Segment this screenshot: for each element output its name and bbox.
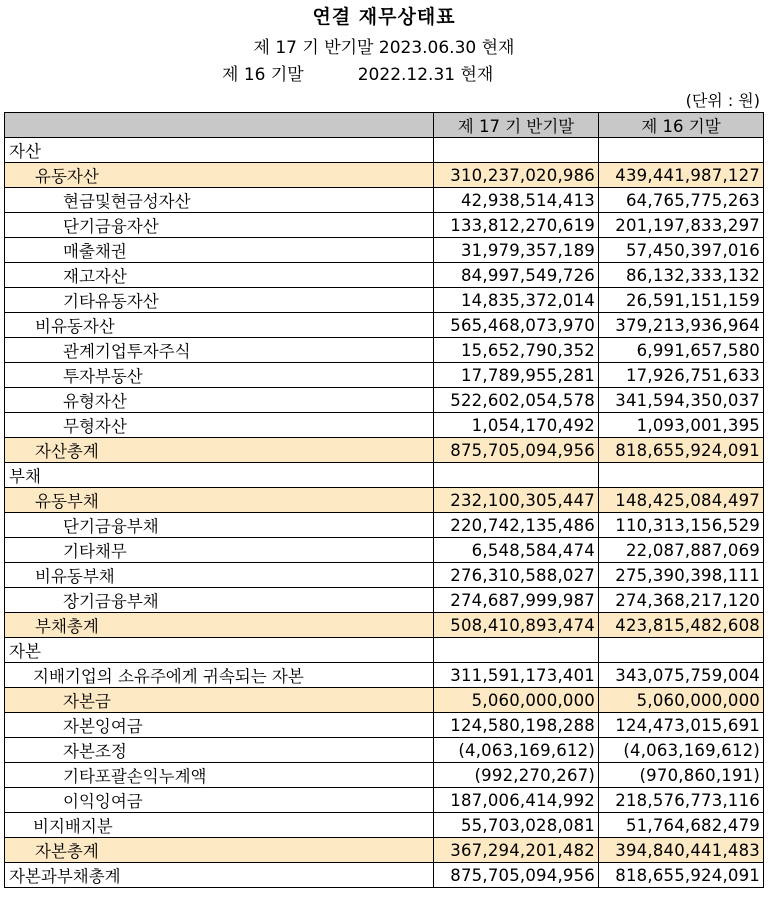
current-value: 565,468,073,970 (434, 313, 599, 338)
unit-label: (단위 : 원) (685, 91, 760, 110)
row-label: 현금및현금성자산 (5, 188, 434, 213)
prior-value: 379,213,936,964 (599, 313, 764, 338)
current-value: 875,705,094,956 (434, 863, 599, 888)
current-value: 1,054,170,492 (434, 413, 599, 438)
table-row (5, 613, 764, 638)
table-row (5, 138, 764, 163)
prior-value: 201,197,833,297 (599, 213, 764, 238)
prior-value: (970,860,191) (599, 763, 764, 788)
prior-value: (4,063,169,612) (599, 738, 764, 763)
table-row (5, 688, 764, 713)
current-value: 220,742,135,486 (434, 513, 599, 538)
table-row (5, 388, 764, 413)
current-value: 875,705,094,956 (434, 438, 599, 463)
row-label: 투자부동산 (5, 363, 434, 388)
current-value: 522,602,054,578 (434, 388, 599, 413)
current-value (434, 638, 599, 663)
current-value: 311,591,173,401 (434, 663, 599, 688)
table-row (5, 238, 764, 263)
current-value: 31,979,357,189 (434, 238, 599, 263)
row-label: 비유동자산 (5, 313, 434, 338)
row-label: 지배기업의 소유주에게 귀속되는 자본 (5, 663, 434, 688)
current-value: 6,548,584,474 (434, 538, 599, 563)
row-label: 비지배지분 (5, 813, 434, 838)
current-period-line: 제 17 기 반기말 2023.06.30 현재 (253, 38, 515, 58)
current-value: 508,410,893,474 (434, 613, 599, 638)
table-row (5, 438, 764, 463)
current-value (434, 463, 599, 488)
prior-value: 439,441,987,127 (599, 163, 764, 188)
table-row (5, 313, 764, 338)
current-value: 5,060,000,000 (434, 688, 599, 713)
prior-value: 17,926,751,633 (599, 363, 764, 388)
prior-value: 423,815,482,608 (599, 613, 764, 638)
prior-value: 22,087,887,069 (599, 538, 764, 563)
row-label: 기타포괄손익누계액 (5, 763, 434, 788)
table-header-row (5, 113, 764, 138)
row-label: 관계기업투자주식 (5, 338, 434, 363)
current-value: 124,580,198,288 (434, 713, 599, 738)
current-value: 187,006,414,992 (434, 788, 599, 813)
table-row (5, 363, 764, 388)
current-value: 84,997,549,726 (434, 263, 599, 288)
row-label: 부채총계 (5, 613, 434, 638)
current-value: (4,063,169,612) (434, 738, 599, 763)
prior-value (599, 138, 764, 163)
prior-value: 343,075,759,004 (599, 663, 764, 688)
table-row (5, 463, 764, 488)
row-label: 재고자산 (5, 263, 434, 288)
row-label: 자본조정 (5, 738, 434, 763)
table-row (5, 288, 764, 313)
table-row (5, 788, 764, 813)
row-label: 무형자산 (5, 413, 434, 438)
table-row (5, 538, 764, 563)
table-row (5, 763, 764, 788)
prior-value: 64,765,775,263 (599, 188, 764, 213)
current-value: 274,687,999,987 (434, 588, 599, 613)
table-row (5, 738, 764, 763)
table-row (5, 163, 764, 188)
prior-value: 86,132,333,132 (599, 263, 764, 288)
table-row (5, 188, 764, 213)
table-row (5, 213, 764, 238)
row-label: 자산총계 (5, 438, 434, 463)
row-label: 유동부채 (5, 488, 434, 513)
table-row (5, 638, 764, 663)
row-label: 유동자산 (5, 163, 434, 188)
prior-value: 818,655,924,091 (599, 438, 764, 463)
table-row (5, 413, 764, 438)
row-label: 자본 (5, 638, 434, 663)
prior-value: 110,313,156,529 (599, 513, 764, 538)
table-row (5, 488, 764, 513)
prior-value: 26,591,151,159 (599, 288, 764, 313)
table-row (5, 338, 764, 363)
row-label: 자본잉여금 (5, 713, 434, 738)
row-label: 비유동부채 (5, 563, 434, 588)
prior-value: 6,991,657,580 (599, 338, 764, 363)
current-value: 55,703,028,081 (434, 813, 599, 838)
row-label: 부채 (5, 463, 434, 488)
row-label: 장기금융부채 (5, 588, 434, 613)
table-row (5, 513, 764, 538)
row-label: 자본과부채총계 (5, 863, 434, 888)
current-value: (992,270,267) (434, 763, 599, 788)
balance-sheet-table (4, 112, 764, 888)
row-label: 기타채무 (5, 538, 434, 563)
current-value: 133,812,270,619 (434, 213, 599, 238)
prior-value: 57,450,397,016 (599, 238, 764, 263)
prior-value: 218,576,773,116 (599, 788, 764, 813)
row-label: 자본총계 (5, 838, 434, 863)
row-label: 단기금융자산 (5, 213, 434, 238)
row-label: 단기금융부채 (5, 513, 434, 538)
header-current-period: 제 17 기 반기말 (434, 113, 599, 138)
table-row (5, 263, 764, 288)
prior-value: 124,473,015,691 (599, 713, 764, 738)
prior-value: 1,093,001,395 (599, 413, 764, 438)
table-row (5, 663, 764, 688)
table-row (5, 838, 764, 863)
prior-value: 341,594,350,037 (599, 388, 764, 413)
current-value (434, 138, 599, 163)
current-value: 42,938,514,413 (434, 188, 599, 213)
current-value: 14,835,372,014 (434, 288, 599, 313)
header-prior-period: 제 16 기말 (599, 113, 764, 138)
table-row (5, 588, 764, 613)
prior-value: 5,060,000,000 (599, 688, 764, 713)
table-row (5, 563, 764, 588)
table-row (5, 813, 764, 838)
current-value: 232,100,305,447 (434, 488, 599, 513)
row-label: 기타유동자산 (5, 288, 434, 313)
prior-value: 51,764,682,479 (599, 813, 764, 838)
row-label: 자산 (5, 138, 434, 163)
table-row (5, 713, 764, 738)
current-value: 17,789,955,281 (434, 363, 599, 388)
current-value: 310,237,020,986 (434, 163, 599, 188)
row-label: 자본금 (5, 688, 434, 713)
prior-value: 818,655,924,091 (599, 863, 764, 888)
prior-value (599, 638, 764, 663)
prior-value: 148,425,084,497 (599, 488, 764, 513)
header-label-cell (5, 113, 434, 138)
statement-title: 연결 재무상태표 (312, 6, 456, 28)
row-label: 매출채권 (5, 238, 434, 263)
prior-value (599, 463, 764, 488)
row-label: 이익잉여금 (5, 788, 434, 813)
current-value: 15,652,790,352 (434, 338, 599, 363)
prior-period-line: 제 16 기말 2022.12.31 현재 (222, 65, 494, 85)
row-label: 유형자산 (5, 388, 434, 413)
prior-value: 274,368,217,120 (599, 588, 764, 613)
current-value: 367,294,201,482 (434, 838, 599, 863)
current-value: 276,310,588,027 (434, 563, 599, 588)
prior-value: 275,390,398,111 (599, 563, 764, 588)
table-row (5, 863, 764, 888)
prior-value: 394,840,441,483 (599, 838, 764, 863)
